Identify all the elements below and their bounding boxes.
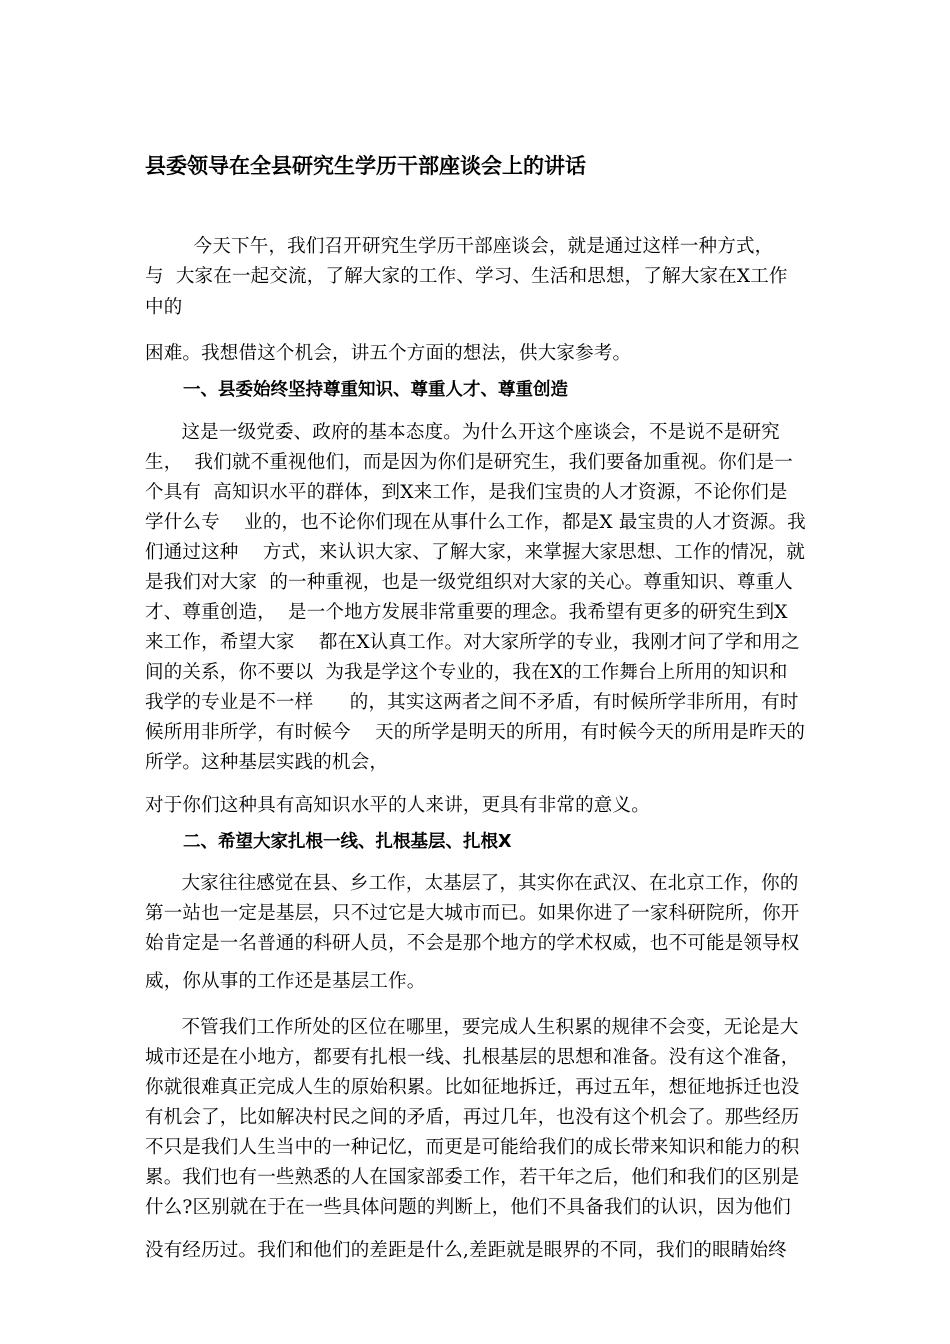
paragraph-line: 威，你从事的工作还是基层工作。 bbox=[145, 971, 426, 992]
section-heading-2: 二、希望大家扎根一线、扎根基层、扎根X bbox=[183, 832, 512, 852]
paragraph-line: 我学的专业是不一样 的，其实这两者之间不矛盾，有时候所学非所用，有时 bbox=[145, 692, 799, 713]
paragraph-line: 累。我们也有一些熟悉的人在国家部委工作，若干年之后，他们和我们的区别是 bbox=[145, 1167, 800, 1188]
document-title: 县委领导在全县研究生学历干部座谈会上的讲话 bbox=[145, 154, 586, 178]
paragraph-line: 所学。这种基层实践的机会， bbox=[145, 752, 389, 773]
paragraph-line: 什么?区别就在于在一些具体问题的判断上，他们不具备我们的认识，因为他们 bbox=[145, 1197, 791, 1218]
paragraph-line: 与 大家在一起交流，了解大家的工作、学习、生活和思想，了解大家在X工作 bbox=[145, 266, 788, 287]
paragraph-line: 城市还是在小地方，都要有扎根一线、扎根基层的思想和准备。没有这个准备， bbox=[145, 1047, 800, 1068]
paragraph-line: 没有经历过。我们和他们的差距是什么,差距就是眼界的不同，我们的眼睛始终 bbox=[145, 1240, 787, 1261]
paragraph-line: 有机会了，比如解决村民之间的矛盾，再过几年，也没有这个机会了。那些经历 bbox=[145, 1107, 800, 1128]
paragraph-line: 始肯定是一名普通的科研人员，不会是那个地方的学术权威，也不可能是领导权 bbox=[145, 933, 800, 954]
paragraph-line: 才、尊重创造， 是一个地方发展非常重要的理念。我希望有更多的研究生到X bbox=[145, 602, 788, 623]
paragraph-line: 是我们对大家 的一种重视，也是一级党组织对大家的关心。尊重知识、尊重人 bbox=[145, 572, 793, 593]
paragraph-line: 对于你们这种具有高知识水平的人来讲，更具有非常的意义。 bbox=[145, 795, 650, 816]
paragraph-line: 不只是我们人生当中的一种记忆，而更是可能给我们的成长带来知识和能力的积 bbox=[145, 1137, 800, 1158]
paragraph-line: 今天下午，我们召开研究生学历干部座谈会，就是通过这样一种方式， bbox=[145, 236, 774, 257]
paragraph-line: 第一站也一定是基层，只不过它是大城市而已。如果你进了一家科研院所，你开 bbox=[145, 903, 800, 924]
paragraph-line: 候所用非所学，有时候今 天的所学是明天的所用，有时候今天的所用是昨天的 bbox=[145, 722, 806, 743]
paragraph-line: 个具有 高知识水平的群体，到X来工作，是我们宝贵的人才资源，不论你们是 bbox=[145, 482, 788, 503]
paragraph-line: 大家往往感觉在县、乡工作，太基层了，其实你在武汉、在北京工作，你的 bbox=[145, 873, 799, 894]
paragraph-line: 生， 我们就不重视他们，而是因为你们是研究生，我们要备加重视。你们是一 bbox=[145, 452, 793, 473]
paragraph-line: 这是一级党委、政府的基本态度。为什么开这个座谈会，不是说不是研究 bbox=[145, 422, 780, 443]
paragraph-line: 来工作，希望大家 都在X认真工作。对大家所学的专业，我刚才问了学和用之 bbox=[145, 632, 800, 653]
paragraph-line: 中的 bbox=[145, 297, 183, 318]
paragraph-line: 们通过这种 方式，来认识大家、了解大家，来掌握大家思想、工作的情况，就 bbox=[145, 542, 806, 563]
section-heading-1: 一、县委始终坚持尊重知识、尊重人才、尊重创造 bbox=[183, 380, 568, 400]
paragraph-line: 不管我们工作所处的区位在哪里，要完成人生积累的规律不会变，无论是大 bbox=[145, 1017, 799, 1038]
paragraph-line: 间的关系，你不要以 为我是学这个专业的，我在X的工作舞台上所用的知识和 bbox=[145, 662, 788, 683]
paragraph-line: 学什么专 业的，也不论你们现在从事什么工作，都是X 最宝贵的人才资源。我 bbox=[145, 512, 806, 533]
paragraph-line: 困难。我想借这个机会，讲五个方面的想法，供大家参考。 bbox=[145, 343, 632, 364]
paragraph-line: 你就很难真正完成人生的原始积累。比如征地拆迁，再过五年，想征地拆迁也没 bbox=[145, 1077, 800, 1098]
